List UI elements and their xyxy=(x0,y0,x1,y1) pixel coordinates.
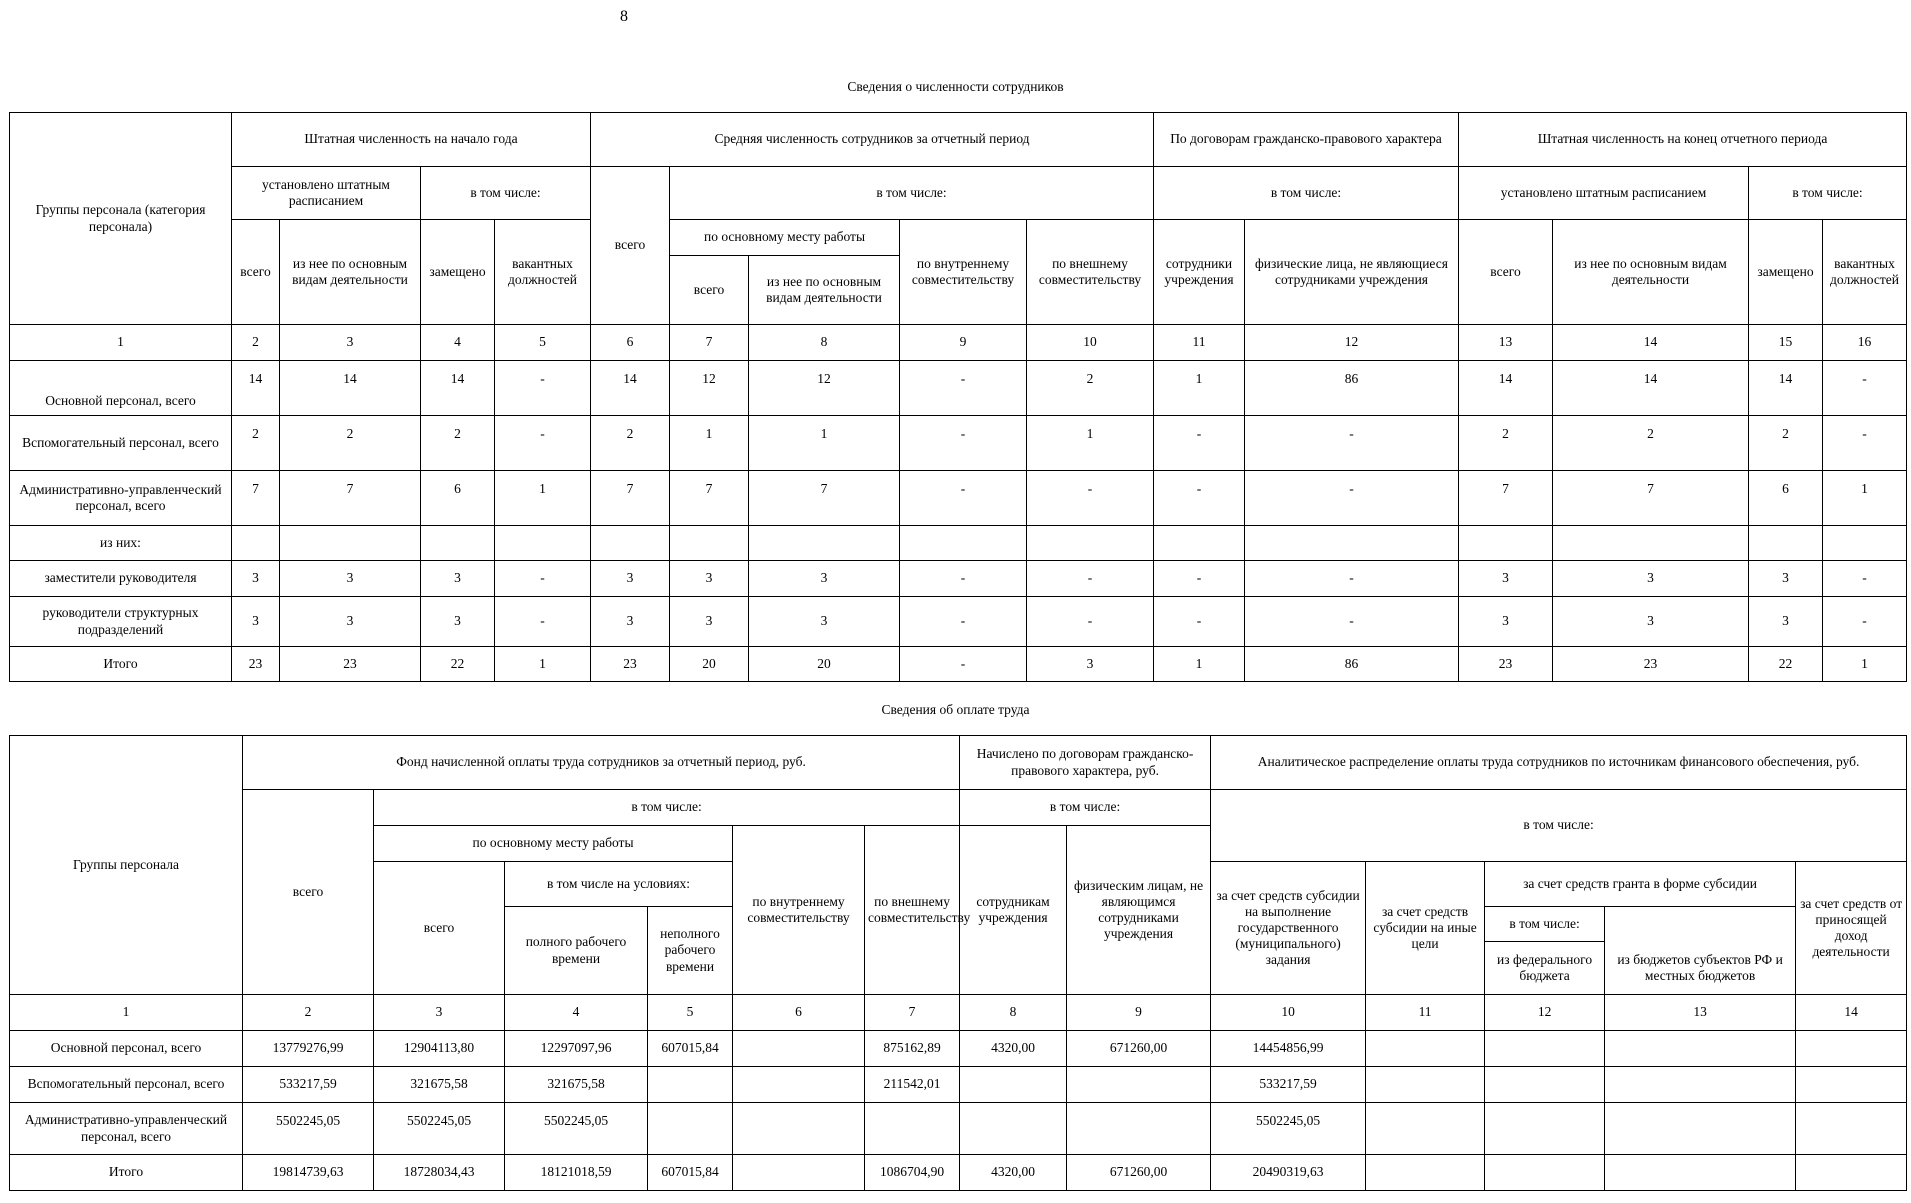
cell: 2 xyxy=(421,416,495,471)
cell: 12297097,96 xyxy=(505,1031,648,1067)
table-row xyxy=(10,1103,1907,1155)
cell: 2 xyxy=(591,416,670,471)
header-external: по внешнему совместительству xyxy=(865,826,960,995)
header-subsidy-state: за счет средств субсидии на выполнение государственного (муниципального) задания xyxy=(1211,862,1366,995)
cell xyxy=(865,1103,960,1155)
cell: 1 xyxy=(1154,361,1245,416)
header-main-place: по основному месту работы xyxy=(670,220,900,256)
cell: - xyxy=(1027,561,1154,597)
cell: - xyxy=(1154,471,1245,526)
cell: 5502245,05 xyxy=(374,1103,505,1155)
cell: 3 xyxy=(1027,647,1154,682)
cell: 671260,00 xyxy=(1067,1155,1211,1191)
cell: 22 xyxy=(1749,647,1823,682)
cell: 19814739,63 xyxy=(243,1155,374,1191)
cell: 14 xyxy=(1553,361,1749,416)
cell xyxy=(960,1103,1067,1155)
cell: 23 xyxy=(232,647,280,682)
cell: 3 xyxy=(421,561,495,597)
staff-table-title: Сведения о численности сотрудников xyxy=(847,79,1064,94)
cell: 86 xyxy=(1245,361,1459,416)
cell xyxy=(1067,1067,1211,1103)
col-number: 10 xyxy=(1211,995,1366,1031)
cell: 321675,58 xyxy=(505,1067,648,1103)
col-number: 12 xyxy=(1245,325,1459,361)
cell: 7 xyxy=(1459,471,1553,526)
col-number: 8 xyxy=(749,325,900,361)
cell: 7 xyxy=(749,471,900,526)
page-number: 8 xyxy=(620,8,628,25)
table-row xyxy=(10,1155,1907,1191)
cell: 3 xyxy=(1459,597,1553,647)
header-end-period: Штатная численность на конец отчетного периода xyxy=(1459,113,1907,167)
col-number: 4 xyxy=(421,325,495,361)
col-number: 12 xyxy=(1485,995,1605,1031)
header-incl: в том числе: xyxy=(1154,167,1459,220)
header-avg-total: всего xyxy=(591,167,670,325)
col-number: 5 xyxy=(648,995,733,1031)
header-regional-col xyxy=(1605,907,1796,995)
cell: 3 xyxy=(591,597,670,647)
cell xyxy=(1605,1031,1796,1067)
cell: 2 xyxy=(1749,416,1823,471)
cell: 671260,00 xyxy=(1067,1031,1211,1067)
cell: 18121018,59 xyxy=(505,1155,648,1191)
header-of-it-main: из нее по основным видам деятельности xyxy=(1553,220,1749,325)
header-analytic: Аналитическое распределение оплаты труда сотрудников по источникам финансового обеспечения, руб. xyxy=(1211,736,1907,790)
header-inst-staff: сотрудникам учреждения xyxy=(960,826,1067,995)
cell xyxy=(1459,526,1553,561)
cell: - xyxy=(900,361,1027,416)
cell: 3 xyxy=(232,597,280,647)
cell: - xyxy=(495,416,591,471)
col-number: 14 xyxy=(1796,995,1907,1031)
cell xyxy=(1366,1067,1485,1103)
cell: 4320,00 xyxy=(960,1031,1067,1067)
cell xyxy=(1605,1155,1796,1191)
cell xyxy=(733,1067,865,1103)
cell: 6 xyxy=(421,471,495,526)
header-external: по внешнему совместительству xyxy=(1027,220,1154,325)
header-civil: Начислено по договорам гражданско-правового характера, руб. xyxy=(960,736,1211,790)
cell xyxy=(1796,1155,1907,1191)
cell: - xyxy=(1245,471,1459,526)
cell: - xyxy=(900,471,1027,526)
cell: 22 xyxy=(421,647,495,682)
cell xyxy=(1366,1031,1485,1067)
cell xyxy=(1154,526,1245,561)
cell xyxy=(495,526,591,561)
cell: 4320,00 xyxy=(960,1155,1067,1191)
cell: 2 xyxy=(1553,416,1749,471)
table-row xyxy=(10,416,1907,471)
cell: 875162,89 xyxy=(865,1031,960,1067)
header-internal: по внутреннему совместительству xyxy=(900,220,1027,325)
cell: 1 xyxy=(1823,647,1907,682)
col-number: 2 xyxy=(243,995,374,1031)
header-civil: По договорам гражданско-правового характера xyxy=(1154,113,1459,167)
pay-table-title: Сведения об оплате труда xyxy=(881,702,1030,717)
pay-table xyxy=(9,735,1907,1191)
cell xyxy=(1485,1031,1605,1067)
cell: 13779276,99 xyxy=(243,1031,374,1067)
cell xyxy=(1067,1103,1211,1155)
header-incl: в том числе: xyxy=(960,790,1211,826)
cell xyxy=(648,1103,733,1155)
cell: 3 xyxy=(670,561,749,597)
header-individuals: физические лица, не являющиеся сотрудниками учреждения xyxy=(1245,220,1459,325)
table-row xyxy=(10,526,1907,561)
cell: 607015,84 xyxy=(648,1155,733,1191)
col-number: 1 xyxy=(10,995,243,1031)
cell xyxy=(1485,1155,1605,1191)
header-total-main: всего xyxy=(374,862,505,995)
cell: 23 xyxy=(280,647,421,682)
table-row xyxy=(10,1031,1907,1067)
col-number: 9 xyxy=(900,325,1027,361)
row-label: Вспомогательный персонал, всего xyxy=(10,1067,243,1103)
cell: - xyxy=(1245,561,1459,597)
cell: 14454856,99 xyxy=(1211,1031,1366,1067)
header-vacant: вакантных должностей xyxy=(1823,220,1907,325)
cell: 12 xyxy=(670,361,749,416)
header-main-place: по основному месту работы xyxy=(374,826,733,862)
header-incl: в том числе: xyxy=(374,790,960,826)
table-row xyxy=(10,1067,1907,1103)
cell xyxy=(670,526,749,561)
cell: 14 xyxy=(280,361,421,416)
cell: 1 xyxy=(1823,471,1907,526)
cell: 1 xyxy=(1154,647,1245,682)
cell: - xyxy=(900,561,1027,597)
header-filled: замещено xyxy=(1749,220,1823,325)
cell: 86 xyxy=(1245,647,1459,682)
cell xyxy=(900,526,1027,561)
cell: 18728034,43 xyxy=(374,1155,505,1191)
cell: 3 xyxy=(670,597,749,647)
col-number: 2 xyxy=(232,325,280,361)
cell: 1086704,90 xyxy=(865,1155,960,1191)
header-regional: из бюджетов субъектов РФ и местных бюджетов xyxy=(1617,951,1783,983)
col-number: 7 xyxy=(670,325,749,361)
cell xyxy=(1485,1103,1605,1155)
cell: 5502245,05 xyxy=(1211,1103,1366,1155)
cell: - xyxy=(1823,561,1907,597)
header-subsidy-other: за счет средств субсидии на иные цели xyxy=(1366,862,1485,995)
col-number: 16 xyxy=(1823,325,1907,361)
header-incl: в том числе: xyxy=(1485,907,1604,942)
col-number: 11 xyxy=(1366,995,1485,1031)
row-label: Итого xyxy=(10,647,232,682)
cell xyxy=(1605,1067,1796,1103)
header-total: всего xyxy=(670,256,749,325)
cell: 3 xyxy=(1749,597,1823,647)
table-row xyxy=(10,597,1907,647)
cell: 12904113,80 xyxy=(374,1031,505,1067)
cell xyxy=(1823,526,1907,561)
header-internal: по внутреннему совместительству xyxy=(733,826,865,995)
row-label: из них: xyxy=(10,526,232,561)
col-number: 10 xyxy=(1027,325,1154,361)
header-of-it-main: из нее по основным видам деятельности xyxy=(280,220,421,325)
cell xyxy=(749,526,900,561)
cell xyxy=(280,526,421,561)
cell: 5502245,05 xyxy=(505,1103,648,1155)
col-number: 6 xyxy=(733,995,865,1031)
cell: 14 xyxy=(1459,361,1553,416)
cell xyxy=(960,1067,1067,1103)
header-incl: в том числе: xyxy=(1749,167,1907,220)
cell: - xyxy=(900,647,1027,682)
cell: 1 xyxy=(495,471,591,526)
cell: 14 xyxy=(591,361,670,416)
cell xyxy=(591,526,670,561)
cell: 23 xyxy=(1553,647,1749,682)
cell xyxy=(1796,1031,1907,1067)
col-number: 3 xyxy=(280,325,421,361)
table-row xyxy=(10,647,1907,682)
cell: - xyxy=(495,597,591,647)
cell: 3 xyxy=(1553,597,1749,647)
row-label: Административно-управленческий персонал, всего xyxy=(10,471,232,526)
row-label: Итого xyxy=(10,1155,243,1191)
header-total: всего xyxy=(243,790,374,995)
cell: 14 xyxy=(421,361,495,416)
cell: 20 xyxy=(670,647,749,682)
cell: 3 xyxy=(749,561,900,597)
cell: - xyxy=(1027,597,1154,647)
row-label: руководители структурных подразделений xyxy=(10,597,232,647)
cell xyxy=(1605,1103,1796,1155)
col-number: 3 xyxy=(374,995,505,1031)
header-vacant: вакантных должностей xyxy=(495,220,591,325)
cell: 3 xyxy=(1749,561,1823,597)
cell: 20 xyxy=(749,647,900,682)
col-number: 13 xyxy=(1605,995,1796,1031)
row-label: заместители руководителя xyxy=(10,561,232,597)
cell: - xyxy=(900,597,1027,647)
cell xyxy=(1749,526,1823,561)
cell: 211542,01 xyxy=(865,1067,960,1103)
cell: 7 xyxy=(232,471,280,526)
col-number: 13 xyxy=(1459,325,1553,361)
header-total: всего xyxy=(232,220,280,325)
cell: 607015,84 xyxy=(648,1031,733,1067)
header-fund: Фонд начисленной оплаты труда сотрудников за отчетный период, руб. xyxy=(243,736,960,790)
cell xyxy=(733,1103,865,1155)
cell xyxy=(1796,1103,1907,1155)
header-incl: в том числе: xyxy=(421,167,591,220)
cell: 20490319,63 xyxy=(1211,1155,1366,1191)
cell: 6 xyxy=(1749,471,1823,526)
cell xyxy=(1485,1067,1605,1103)
header-conditions: в том числе на условиях: xyxy=(505,862,733,907)
cell: 3 xyxy=(749,597,900,647)
cell: 2 xyxy=(280,416,421,471)
cell: 321675,58 xyxy=(374,1067,505,1103)
cell xyxy=(733,1031,865,1067)
cell xyxy=(421,526,495,561)
header-part-time: неполного рабочего времени xyxy=(648,907,733,995)
cell: 23 xyxy=(1459,647,1553,682)
col-number: 1 xyxy=(10,325,232,361)
cell: - xyxy=(495,361,591,416)
row-label: Основной персонал, всего xyxy=(10,1031,243,1067)
cell: 7 xyxy=(280,471,421,526)
header-start-year: Штатная численность на начало года xyxy=(232,113,591,167)
cell: 1 xyxy=(1027,416,1154,471)
cell: - xyxy=(495,561,591,597)
table-row xyxy=(10,361,1907,416)
col-number: 8 xyxy=(960,995,1067,1031)
cell xyxy=(1553,526,1749,561)
header-filled: замещено xyxy=(421,220,495,325)
cell: 2 xyxy=(1459,416,1553,471)
cell: - xyxy=(1245,416,1459,471)
cell: 5502245,05 xyxy=(243,1103,374,1155)
cell: 7 xyxy=(670,471,749,526)
cell: 3 xyxy=(232,561,280,597)
header-avg-period: Средняя численность сотрудников за отчетный период xyxy=(591,113,1154,167)
cell: 533217,59 xyxy=(1211,1067,1366,1103)
header-individuals: физическим лицам, не являющимся сотрудниками учреждения xyxy=(1067,826,1211,995)
cell xyxy=(1027,526,1154,561)
header-group: Группы персонала (категория персонала) xyxy=(10,113,232,325)
cell: - xyxy=(1823,416,1907,471)
cell: 14 xyxy=(232,361,280,416)
col-number: 11 xyxy=(1154,325,1245,361)
col-number: 9 xyxy=(1067,995,1211,1031)
cell: 12 xyxy=(749,361,900,416)
header-income: за счет средств от приносящей доход деятельности xyxy=(1796,862,1907,995)
header-federal: из федерального бюджета xyxy=(1497,951,1593,983)
header-grant-breakdown xyxy=(1485,907,1605,995)
cell: 533217,59 xyxy=(243,1067,374,1103)
cell: - xyxy=(1027,471,1154,526)
cell: 3 xyxy=(591,561,670,597)
header-grant: за счет средств гранта в форме субсидии xyxy=(1485,862,1796,907)
row-label: Основной персонал, всего xyxy=(10,361,232,416)
col-number: 6 xyxy=(591,325,670,361)
header-full-time: полного рабочего времени xyxy=(505,907,648,995)
col-number: 5 xyxy=(495,325,591,361)
staff-table xyxy=(9,112,1907,682)
cell: - xyxy=(1154,597,1245,647)
cell: - xyxy=(1823,361,1907,416)
cell xyxy=(1245,526,1459,561)
header-incl: в том числе: xyxy=(670,167,1154,220)
table-row xyxy=(10,471,1907,526)
header-established: установлено штатным расписанием xyxy=(232,167,421,220)
cell xyxy=(1796,1067,1907,1103)
cell: 3 xyxy=(1459,561,1553,597)
cell xyxy=(1366,1155,1485,1191)
header-group: Группы персонала xyxy=(10,736,243,995)
cell: 7 xyxy=(591,471,670,526)
cell xyxy=(648,1067,733,1103)
cell: 3 xyxy=(280,597,421,647)
row-label: Вспомогательный персонал, всего xyxy=(10,416,232,471)
header-of-it-main: из нее по основным видам деятельности xyxy=(749,256,900,325)
cell: - xyxy=(1154,561,1245,597)
col-number: 7 xyxy=(865,995,960,1031)
cell: 23 xyxy=(591,647,670,682)
cell: 7 xyxy=(1553,471,1749,526)
cell: - xyxy=(1245,597,1459,647)
cell: 3 xyxy=(421,597,495,647)
row-label: Административно-управленческий персонал, всего xyxy=(10,1103,243,1155)
cell: 2 xyxy=(232,416,280,471)
cell: - xyxy=(1823,597,1907,647)
header-total: всего xyxy=(1459,220,1553,325)
cell: - xyxy=(900,416,1027,471)
cell xyxy=(733,1155,865,1191)
col-number: 15 xyxy=(1749,325,1823,361)
cell: 14 xyxy=(1749,361,1823,416)
cell: 3 xyxy=(1553,561,1749,597)
table-row xyxy=(10,561,1907,597)
cell: 1 xyxy=(495,647,591,682)
header-established-end: установлено штатным расписанием xyxy=(1459,167,1749,220)
cell: - xyxy=(1154,416,1245,471)
cell: 3 xyxy=(280,561,421,597)
cell xyxy=(232,526,280,561)
col-number: 4 xyxy=(505,995,648,1031)
header-inst-staff: сотрудники учреждения xyxy=(1154,220,1245,325)
cell: 1 xyxy=(749,416,900,471)
header-incl: в том числе: xyxy=(1211,790,1907,862)
cell xyxy=(1366,1103,1485,1155)
cell: 2 xyxy=(1027,361,1154,416)
col-number: 14 xyxy=(1553,325,1749,361)
cell: 1 xyxy=(670,416,749,471)
